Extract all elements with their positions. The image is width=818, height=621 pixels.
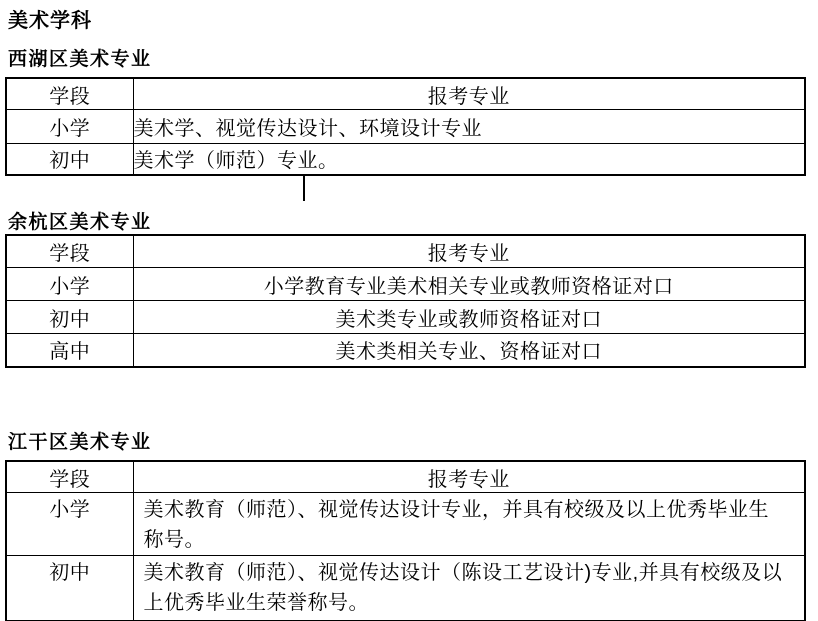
majors-cell: 小学教育专业美术相关专业或教师资格证对口	[133, 268, 805, 301]
column-header-majors: 报考专业	[133, 78, 805, 110]
column-header-stage: 学段	[6, 235, 133, 268]
table-row	[6, 556, 805, 621]
table-row	[6, 144, 805, 175]
table-row	[6, 110, 805, 144]
table-row	[6, 493, 805, 556]
majors-cell: 美术教育（师范）、视觉传达设计专业，并具有校级及以上优秀毕业生称号。	[133, 493, 805, 556]
table-row	[6, 334, 805, 367]
stage-cell: 初中	[6, 144, 133, 175]
stage-cell: 初中	[6, 301, 133, 334]
table-row	[6, 268, 805, 301]
page-title: 美术学科	[8, 10, 92, 32]
admission-table-jianggan	[5, 460, 806, 621]
stage-cell: 小学	[6, 110, 133, 144]
column-header-majors: 报考专业	[133, 461, 805, 493]
table-row	[6, 301, 805, 334]
majors-cell: 美术学（师范）专业。	[133, 144, 805, 175]
stage-cell: 小学	[6, 493, 133, 556]
column-header-stage: 学段	[6, 461, 133, 493]
majors-cell: 美术类专业或教师资格证对口	[133, 301, 805, 334]
stage-cell: 高中	[6, 334, 133, 367]
admission-table-xihu	[5, 77, 806, 176]
stray-caret-mark	[303, 175, 305, 201]
majors-cell: 美术学、视觉传达设计、环境设计专业	[133, 110, 805, 144]
section-heading-xihu: 西湖区美术专业	[8, 49, 152, 70]
majors-cell: 美术教育（师范）、视觉传达设计（陈设工艺设计)专业,并具有校级及以上优秀毕业生荣誉称号。	[133, 556, 805, 621]
column-header-stage: 学段	[6, 78, 133, 110]
majors-cell: 美术类相关专业、资格证对口	[133, 334, 805, 367]
stage-cell: 小学	[6, 268, 133, 301]
admission-table-yuhang	[5, 234, 806, 368]
section-heading-yuhang: 余杭区美术专业	[8, 212, 152, 233]
section-heading-jianggan: 江干区美术专业	[8, 432, 152, 453]
stage-cell: 初中	[6, 556, 133, 621]
column-header-majors: 报考专业	[133, 235, 805, 268]
